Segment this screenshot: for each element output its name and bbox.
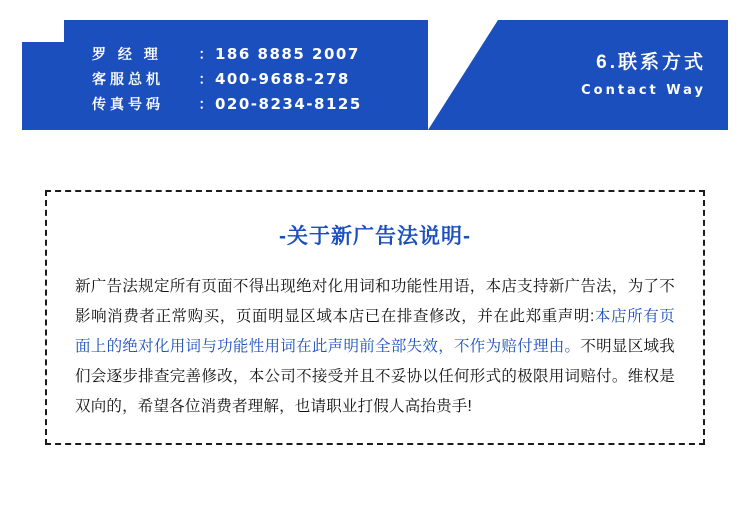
contact-label-fax: 传真号码 <box>92 96 164 112</box>
notice-text-highlight: 本店所有页面上的绝对化用词与功能性用词在此声明前全部失效，不作为赔付理由。 <box>75 308 675 355</box>
contact-colon-manager: ： <box>198 46 214 62</box>
contact-colon-hotline: ： <box>198 71 214 87</box>
notice-text-part1: 新广告法规定所有页面不得出现绝对化用词和功能性用语，本店支持新广告法，为了不影响消费者正常购买，页面明显区域本店已在排查修改，并在此郑重声明: <box>75 278 675 325</box>
contact-row-fax <box>92 92 362 117</box>
advertising-law-notice <box>45 190 705 445</box>
contact-row-hotline <box>92 67 362 92</box>
contact-value-hotline: 400-9688-278 <box>215 70 350 88</box>
contact-label-hotline: 客服总机 <box>92 71 164 87</box>
contact-list <box>22 20 362 130</box>
section-heading-en: Contact Way <box>581 83 706 98</box>
notice-body <box>75 272 675 422</box>
contact-banner <box>22 20 728 130</box>
notice-text-part2: 不明显区域我们会逐步排查完善修改，本公司不接受并且不妥协以任何形式的极限用词赔付。维权是双向的，希望各位消费者理解，也请职业打假人高抬贵手! <box>75 338 676 415</box>
section-heading-cn: 6.联系方式 <box>596 52 706 73</box>
banner-title-area <box>428 20 728 130</box>
section-heading <box>581 50 706 102</box>
notice-title: -关于新广告法说明- <box>279 225 471 248</box>
contact-row-manager <box>92 42 362 67</box>
contact-label-manager: 罗 经 理 <box>92 46 162 62</box>
contact-value-manager: 186 8885 2007 <box>215 45 360 63</box>
contact-value-fax: 020-8234-8125 <box>215 95 362 113</box>
banner-diagonal-wedge <box>428 20 558 130</box>
contact-colon-fax: ： <box>198 96 214 112</box>
